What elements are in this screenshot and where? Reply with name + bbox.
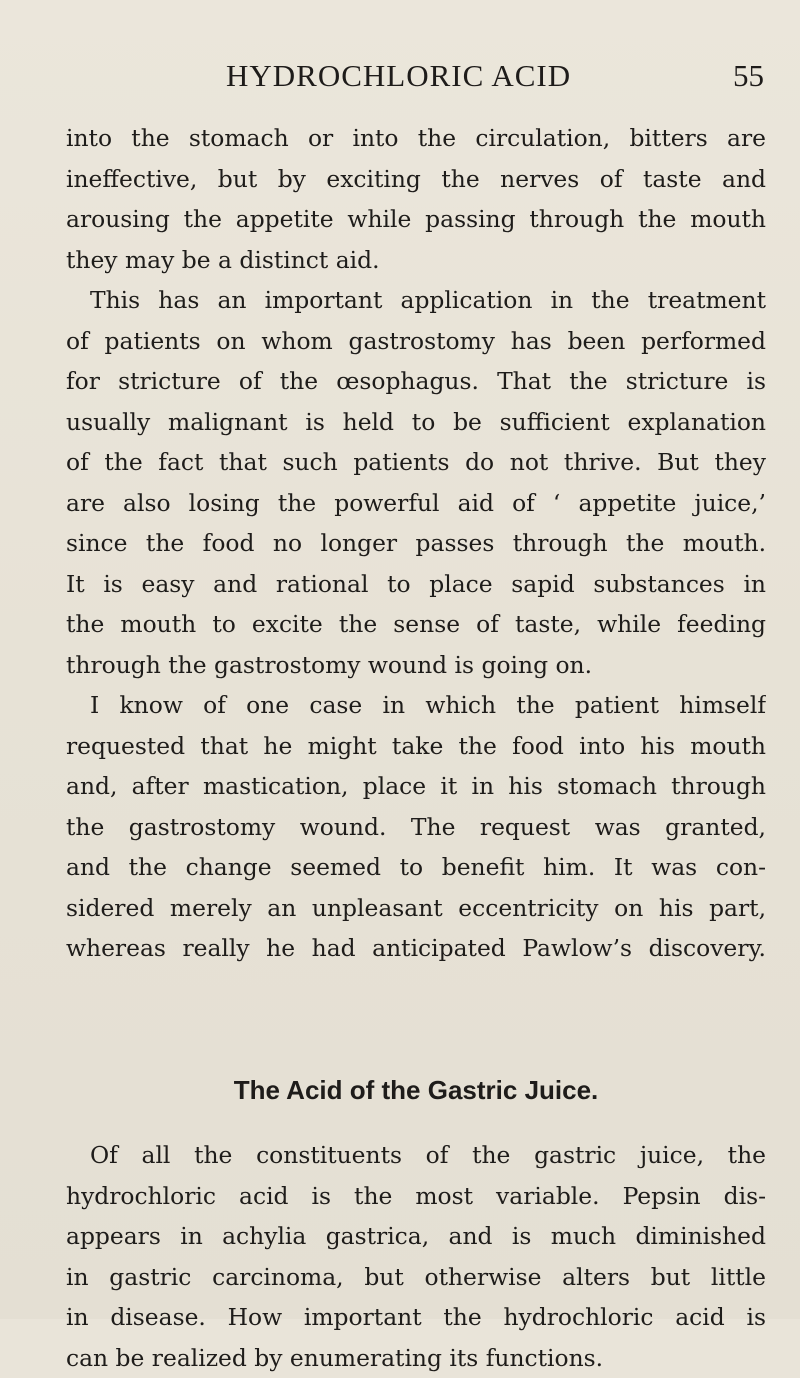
text-line: This has an important application in the treatment [66, 280, 766, 321]
text-line: ineffective, but by exciting the nerves of taste and [66, 159, 766, 200]
text-line: requested that he might take the food into his mouth [66, 726, 766, 767]
section-heading: The Acid of the Gastric Juice. [66, 1075, 766, 1106]
text-line: sidered merely an unpleasant eccentricity on his part, [66, 888, 766, 929]
text-line: hydrochloric acid is the most variable. Pepsin dis- [66, 1176, 766, 1217]
text-line: are also losing the powerful aid of ‘ appetite juice,’ [66, 483, 766, 524]
text-line: in gastric carcinoma, but otherwise alters but little [66, 1257, 766, 1298]
text-line: since the food no longer passes through the mouth. [66, 523, 766, 564]
text-line: the mouth to excite the sense of taste, while feeding [66, 604, 766, 645]
text-line: they may be a distinct aid. [66, 240, 766, 281]
text-line: and the change seemed to benefit him. It was con- [66, 847, 766, 888]
page-header [66, 58, 764, 98]
text-line: through the gastrostomy wound is going on. [66, 645, 766, 686]
text-line: into the stomach or into the circulation, bitters are [66, 118, 766, 159]
running-title: HYDROCHLORIC ACID [226, 58, 571, 94]
text-line: It is easy and rational to place sapid substances in [66, 564, 766, 605]
text-line: can be realized by enumerating its functions. [66, 1338, 766, 1378]
text-line: the gastrostomy wound. The request was granted, [66, 807, 766, 848]
text-line: whereas really he had anticipated Pawlow’s discovery. [66, 928, 766, 969]
text-line: and, after mastication, place it in his stomach through [66, 766, 766, 807]
text-line: of the fact that such patients do not thrive. But they [66, 442, 766, 483]
text-line: for stricture of the œsophagus. That the stricture is [66, 361, 766, 402]
text-line: arousing the appetite while passing through the mouth [66, 199, 766, 240]
body-text-bottom [66, 1135, 766, 1378]
text-line: of patients on whom gastrostomy has been performed [66, 321, 766, 362]
text-line: Of all the constituents of the gastric juice, the [66, 1135, 766, 1176]
text-line: appears in achylia gastrica, and is much diminished [66, 1216, 766, 1257]
body-text-top [66, 118, 766, 969]
text-line: I know of one case in which the patient himself [66, 685, 766, 726]
text-line: usually malignant is held to be sufficient explanation [66, 402, 766, 443]
page-number: 55 [733, 58, 764, 94]
text-line: in disease. How important the hydrochloric acid is [66, 1297, 766, 1338]
